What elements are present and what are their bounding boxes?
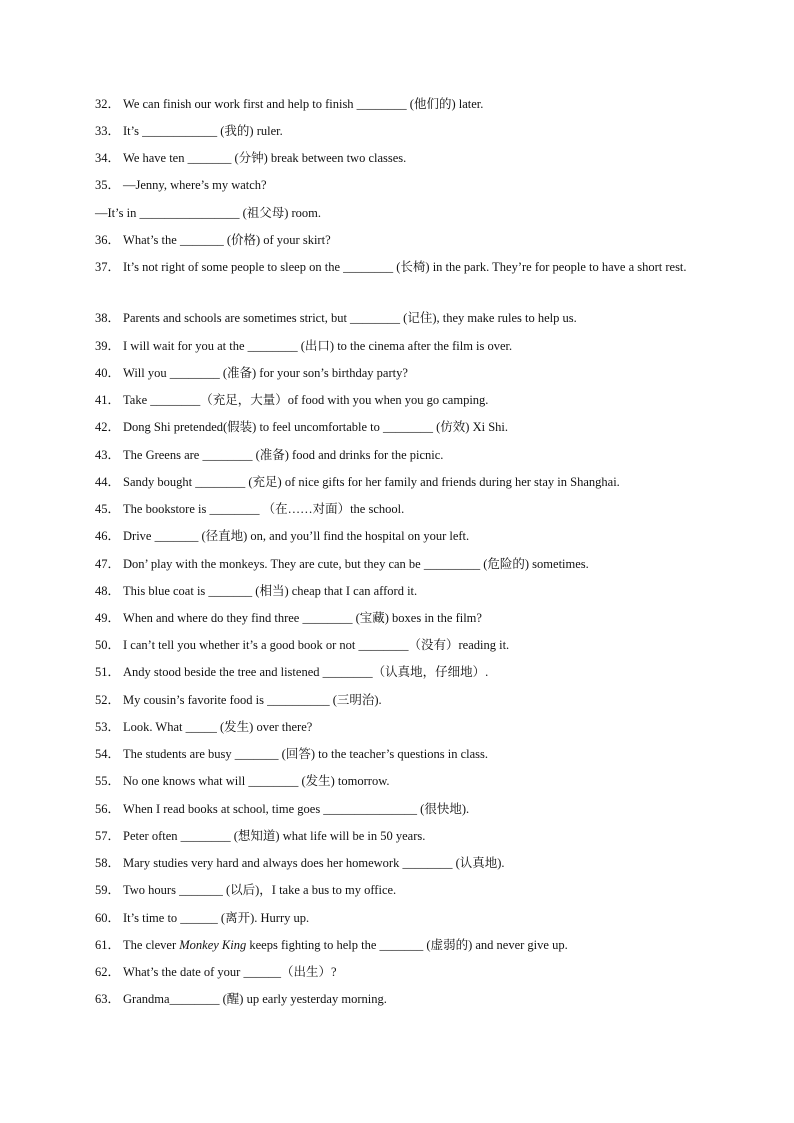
question-35-answer-line xyxy=(95,205,321,221)
question-number: 32． xyxy=(95,97,121,111)
question-number: 50． xyxy=(95,638,121,652)
question-57 xyxy=(95,828,425,844)
question-number: 48． xyxy=(95,584,121,598)
question-number: 52． xyxy=(95,693,121,707)
question-52 xyxy=(95,692,382,708)
question-number: 53． xyxy=(95,720,121,734)
question-61 xyxy=(95,937,568,953)
question-47 xyxy=(95,556,589,572)
question-text: It’s ____________ (我的) ruler. xyxy=(123,124,283,138)
question-number: 47． xyxy=(95,557,121,571)
question-text: Sandy bought ________ (充足) of nice gifts for her family and friends during her stay in Shanghai. xyxy=(123,475,620,489)
question-37 xyxy=(95,254,707,280)
question-number: 59． xyxy=(95,883,121,897)
question-text: It’s time to ______ (离开). Hurry up. xyxy=(123,911,310,925)
question-number: 56． xyxy=(95,802,121,816)
question-text: —Jenny, where’s my watch? xyxy=(123,178,267,192)
question-number: 60． xyxy=(95,911,121,925)
question-number: 36． xyxy=(95,233,121,247)
question-number: 58． xyxy=(95,856,121,870)
question-text: It’s not right of some people to sleep on the ________ (长椅) in the park. They’re for people to have a short rest. xyxy=(123,260,687,274)
question-text: Mary studies very hard and always does her homework ________ (认真地). xyxy=(123,856,505,870)
question-text: Look. What _____ (发生) over there? xyxy=(123,720,313,734)
question-number: 41． xyxy=(95,393,121,407)
question-text: This blue coat is _______ (相当) cheap that I can afford it. xyxy=(123,584,418,598)
question-46 xyxy=(95,528,469,544)
question-number: 33． xyxy=(95,124,121,138)
question-number: 63． xyxy=(95,992,121,1006)
question-36 xyxy=(95,232,331,248)
question-text: We have ten _______ (分钟) break between two classes. xyxy=(123,151,407,165)
question-40 xyxy=(95,365,408,381)
question-number: 49． xyxy=(95,611,121,625)
question-text: When I read books at school, time goes _______________ (很快地). xyxy=(123,802,470,816)
question-text: Grandma________ (醒) up early yesterday morning. xyxy=(123,992,387,1006)
question-number: 44． xyxy=(95,475,121,489)
question-text: Don’ play with the monkeys. They are cute, but they can be _________ (危险的) sometimes. xyxy=(123,557,589,571)
question-text: When and where do they find three ________ (宝藏) boxes in the film? xyxy=(123,611,482,625)
question-number: 35． xyxy=(95,178,121,192)
question-58 xyxy=(95,855,505,871)
question-text: I will wait for you at the ________ (出口) to the cinema after the film is over. xyxy=(123,339,513,353)
question-text: The Greens are ________ (准备) food and drinks for the picnic. xyxy=(123,448,444,462)
question-text: No one knows what will ________ (发生) tomorrow. xyxy=(123,774,390,788)
question-51 xyxy=(95,664,488,680)
question-number: 57． xyxy=(95,829,121,843)
question-number: 42． xyxy=(95,420,121,434)
question-text: The bookstore is ________ （在……对面）the school. xyxy=(123,502,405,516)
question-59 xyxy=(95,882,396,898)
question-35 xyxy=(95,177,267,193)
question-33 xyxy=(95,123,283,139)
question-number: 54． xyxy=(95,747,121,761)
question-55 xyxy=(95,773,390,789)
question-number: 45． xyxy=(95,502,121,516)
question-text-start: The clever xyxy=(123,938,180,952)
question-38 xyxy=(95,310,577,326)
question-text: Parents and schools are sometimes strict, but ________ (记住), they make rules to help us. xyxy=(123,311,577,325)
question-text: I can’t tell you whether it’s a good book or not ________（没有）reading it. xyxy=(123,638,510,652)
question-39 xyxy=(95,338,512,354)
question-42 xyxy=(95,419,508,435)
question-41 xyxy=(95,392,488,408)
question-number: 34． xyxy=(95,151,121,165)
question-45 xyxy=(95,501,404,517)
question-63 xyxy=(95,991,387,1007)
question-text: Andy stood beside the tree and listened ________（认真地，仔细地）. xyxy=(123,665,489,679)
question-text: Drive _______ (径直地) on, and you’ll find the hospital on your left. xyxy=(123,529,470,543)
question-text: —It’s in ________________ (祖父母) room. xyxy=(95,206,322,220)
question-49 xyxy=(95,610,482,626)
question-text: Take ________（充足，大量）of food with you when you go camping. xyxy=(123,393,489,407)
question-44 xyxy=(95,474,620,490)
question-50 xyxy=(95,637,509,653)
question-text-end: keeps fighting to help the _______ (虚弱的) and never give up. xyxy=(246,938,568,952)
question-number: 46． xyxy=(95,529,121,543)
question-text-italic: Monkey King xyxy=(179,938,247,952)
question-48 xyxy=(95,583,417,599)
question-text: My cousin’s favorite food is __________ (三明治). xyxy=(123,693,382,707)
question-number: 43． xyxy=(95,448,121,462)
question-number: 37． xyxy=(95,260,121,274)
question-number: 39． xyxy=(95,339,121,353)
question-text: Peter often ________ (想知道) what life will be in 50 years. xyxy=(123,829,426,843)
question-number: 61． xyxy=(95,938,121,952)
question-32 xyxy=(95,96,483,112)
question-43 xyxy=(95,447,443,463)
question-text: We can finish our work first and help to finish ________ (他们的) later. xyxy=(123,97,484,111)
question-text: The students are busy _______ (回答) to the teacher’s questions in class. xyxy=(123,747,488,761)
question-number: 40． xyxy=(95,366,121,380)
question-53 xyxy=(95,719,312,735)
question-number: 51． xyxy=(95,665,121,679)
question-text: Dong Shi pretended(假装) to feel uncomfortable to ________ (仿效) Xi Shi. xyxy=(123,420,509,434)
question-56 xyxy=(95,801,469,817)
question-34 xyxy=(95,150,406,166)
question-text: Two hours _______ (以后)，I take a bus to my office. xyxy=(123,883,397,897)
question-text: What’s the date of your ______（出生）? xyxy=(123,965,337,979)
question-number: 38． xyxy=(95,311,121,325)
question-number: 55． xyxy=(95,774,121,788)
question-number: 62． xyxy=(95,965,121,979)
question-60 xyxy=(95,910,309,926)
question-62 xyxy=(95,964,337,980)
question-text: What’s the _______ (价格) of your skirt? xyxy=(123,233,331,247)
question-text: Will you ________ (准备) for your son’s birthday party? xyxy=(123,366,408,380)
question-54 xyxy=(95,746,488,762)
